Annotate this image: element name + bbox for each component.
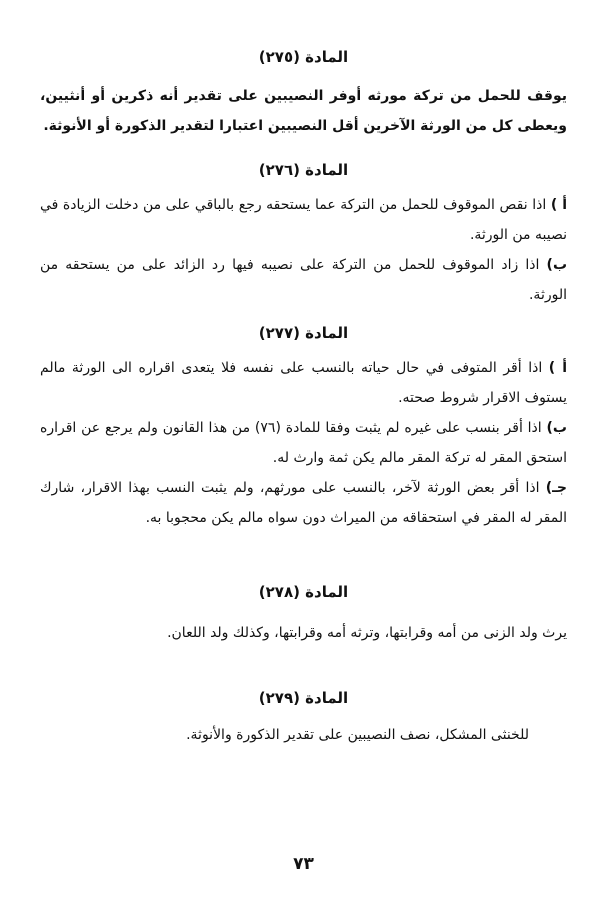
article-heading: المادة (٢٧٨) [258,583,349,601]
article-279 [40,688,567,750]
article-clause [40,413,567,473]
clause-marker: أ ) [550,197,568,213]
clause-marker: جـ) [545,480,568,496]
article-heading: المادة (٢٧٦) [258,161,349,179]
article-276 [40,160,567,310]
clause-text: اذا نقص الموقوف للحمل من التركة عما يستحقه رجع بالباقي على من دخلت الزيادة في نصيبه من الورثة. [40,197,567,243]
clause-text: اذا أقر المتوفى في حال حياته بالنسب على نفسه فلا يتعدى اقراره الى الورثة مالم يستوف الاقرار شروط صحته. [40,360,567,406]
article-275 [40,47,567,141]
clause-marker: ب) [546,420,567,436]
article-paragraph: يرث ولد الزنى من أمه وقرابتها، وترثه أمه وقرابتها، وكذلك ولد اللعان. [167,625,567,641]
article-heading: المادة (٢٧٥) [258,48,349,66]
article-clause [40,250,567,310]
article-paragraph: للخنثى المشكل، نصف النصيبين على تقدير الذكورة والأنوثة. [186,727,529,743]
article-clause [40,473,567,533]
article-278 [40,582,567,648]
clause-text: اذا أقر بنسب على غيره لم يثبت وفقا للمادة (٧٦) من هذا القانون ولم يرجع عن اقراره استحق المقر له تركة المقر مالم يكن ثمة وارث له. [40,420,567,466]
article-paragraph: يوقف للحمل من تركة مورثه أوفر النصيبين على تقدير أنه ذكرين أو أنثيين، ويعطى كل من الورثة الآخرين أقل النصيبين اعتبارا لتقدير الذكورة أو الأنوثة. [40,88,567,134]
article-heading: المادة (٢٧٧) [258,324,349,342]
article-heading: المادة (٢٧٩) [258,689,349,707]
clause-text: اذا زاد الموقوف للحمل من التركة على نصيبه فيها رد الزائد على من يستحقه من الورثة. [40,257,567,303]
article-277 [40,323,567,533]
article-clause [40,353,567,413]
page-number: ٧٣ [293,854,314,874]
clause-marker: ب) [546,257,568,273]
article-clause [40,190,567,250]
clause-marker: أ ) [548,360,567,376]
clause-text: اذا أقر بعض الورثة لآخر، بالنسب على مورثهم، ولم يثبت النسب بهذا الاقرار، شارك المقر له المقر في استحقاقه من الميراث دون سواه مالم يكن محجوبا به. [40,480,567,526]
